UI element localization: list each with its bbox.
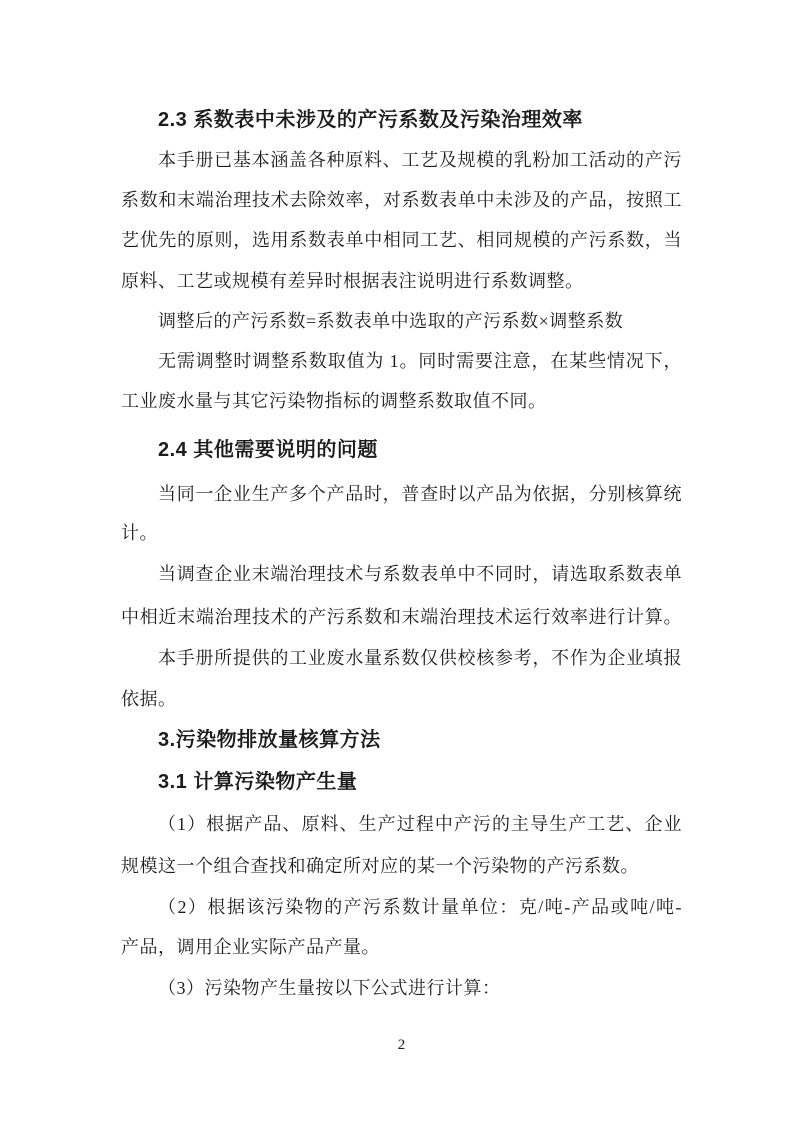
paragraph-line: 系数和末端治理技术去除效率，对系数表单中未涉及的产品，按照工 — [121, 190, 682, 210]
paragraph-line: 当调查企业末端治理技术与系数表单中不同时，请选取系数表单 — [158, 564, 682, 584]
formula-line: 调整后的产污系数=系数表单中选取的产污系数×调整系数 — [158, 311, 624, 331]
paragraph-line: 中相近末端治理技术的产污系数和末端治理技术运行效率进行计算。 — [121, 607, 682, 627]
paragraph-line: 依据。 — [121, 689, 177, 709]
paragraph-line: 当同一企业生产多个产品时，普查时以产品为依据，分别核算统 — [158, 484, 682, 504]
paragraph-line: 原料、工艺或规模有差异时根据表注说明进行系数调整。 — [121, 271, 584, 291]
paragraph-line: 本手册已基本涵盖各种原料、工艺及规模的乳粉加工活动的产污 — [158, 150, 682, 170]
paragraph-line: 本手册所提供的工业废水量系数仅供校核参考，不作为企业填报 — [158, 648, 682, 668]
paragraph-line: （3）污染物产生量按以下公式进行计算： — [158, 978, 501, 998]
section-heading-3-1: 3.1 计算污染物产生量 — [158, 771, 358, 793]
section-heading-2-3: 2.3 系数表中未涉及的产污系数及污染治理效率 — [158, 109, 583, 131]
paragraph-line: 产品，调用企业实际产品产量。 — [121, 937, 380, 957]
paragraph-line: 艺优先的原则，选用系数表单中相同工艺、相同规模的产污系数，当 — [121, 230, 682, 250]
paragraph-line: 规模这一个组合查找和确定所对应的某一个污染物的产污系数。 — [121, 856, 639, 876]
paragraph-line: 无需调整时调整系数取值为 1。同时需要注意，在某些情况下， — [158, 351, 682, 371]
page-number: 2 — [397, 1037, 406, 1053]
paragraph-line: （1）根据产品、原料、生产过程中产污的主导生产工艺、企业 — [158, 814, 682, 834]
paragraph-line: （2）根据该污染物的产污系数计量单位：克/吨-产品或吨/吨- — [158, 897, 682, 917]
section-heading-2-4: 2.4 其他需要说明的问题 — [158, 439, 378, 461]
paragraph-line: 工业废水量与其它污染物指标的调整系数取值不同。 — [121, 391, 547, 411]
section-heading-3: 3.污染物排放量核算方法 — [158, 729, 381, 751]
paragraph-line: 计。 — [121, 523, 158, 543]
